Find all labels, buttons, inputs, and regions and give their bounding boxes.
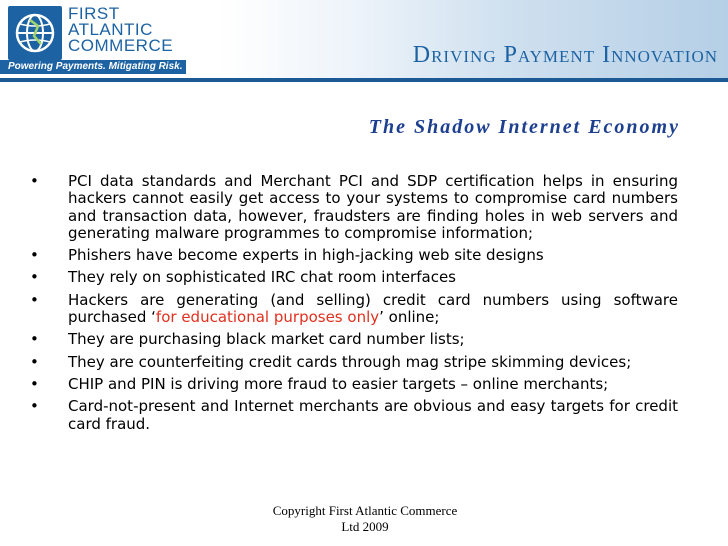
bullet-text: Card-not-present and Internet merchants are obvious and easy targets for credit card fraud. — [68, 397, 678, 433]
bullet-text: They rely on sophisticated IRC chat room interfaces — [68, 268, 456, 287]
logo-line: FIRST — [68, 4, 120, 23]
bullet-text-post: ’ online; — [379, 308, 440, 327]
logo-line: COMMERCE — [68, 36, 174, 55]
bullet-dot: • — [30, 290, 39, 309]
bullet-item — [28, 292, 678, 327]
globe-icon — [8, 6, 62, 60]
slide-title: The Shadow Internet Economy — [368, 116, 680, 138]
bullet-item — [28, 269, 678, 286]
bullet-dot: • — [30, 268, 39, 287]
bullet-dot: • — [30, 330, 39, 349]
bullet-dot: • — [30, 397, 39, 416]
copyright-line: Ltd 2009 — [341, 519, 389, 534]
tagline: Powering Payments. Mitigating Risk. — [0, 60, 186, 74]
bullet-list — [28, 173, 678, 438]
bullet-dot: • — [30, 352, 39, 371]
header-bar — [0, 0, 728, 82]
bullet-text: PCI data standards and Merchant PCI and SDP certification helps in ensuring hackers cannot easily get access to your systems to compromise card numbers and transaction data, however, fraudsters are finding holes in web servers and generating malware programmes to compromise information; — [68, 172, 678, 242]
highlighted-phrase: for educational purposes only — [155, 308, 380, 327]
bullet-item — [28, 354, 678, 371]
logo-line: ATLANTIC — [68, 20, 153, 39]
bullet-text: They are purchasing black market card number lists; — [68, 330, 465, 349]
bullet-item — [28, 376, 678, 393]
bullet-text-pre: Hackers are generating (and selling) credit card numbers using software purchased ‘ — [68, 290, 678, 327]
bullet-dot: • — [30, 374, 39, 393]
bullet-item — [28, 331, 678, 348]
bullet-item — [28, 173, 678, 242]
brand-slogan: Driving Payment Innovation — [412, 42, 718, 68]
company-logo-text — [68, 6, 173, 54]
bullet-item — [28, 247, 678, 264]
bullet-text: CHIP and PIN is driving more fraud to easier targets – online merchants; — [68, 374, 609, 393]
bullet-text: They are counterfeiting credit cards through mag stripe skimming devices; — [68, 352, 632, 371]
copyright-footer — [225, 503, 505, 535]
bullet-text: Phishers have become experts in high-jacking web site designs — [68, 246, 544, 265]
bullet-dot: • — [30, 172, 39, 190]
copyright-line: Copyright First Atlantic Commerce — [272, 503, 458, 518]
bullet-item — [28, 398, 678, 433]
bullet-dot: • — [30, 246, 39, 265]
